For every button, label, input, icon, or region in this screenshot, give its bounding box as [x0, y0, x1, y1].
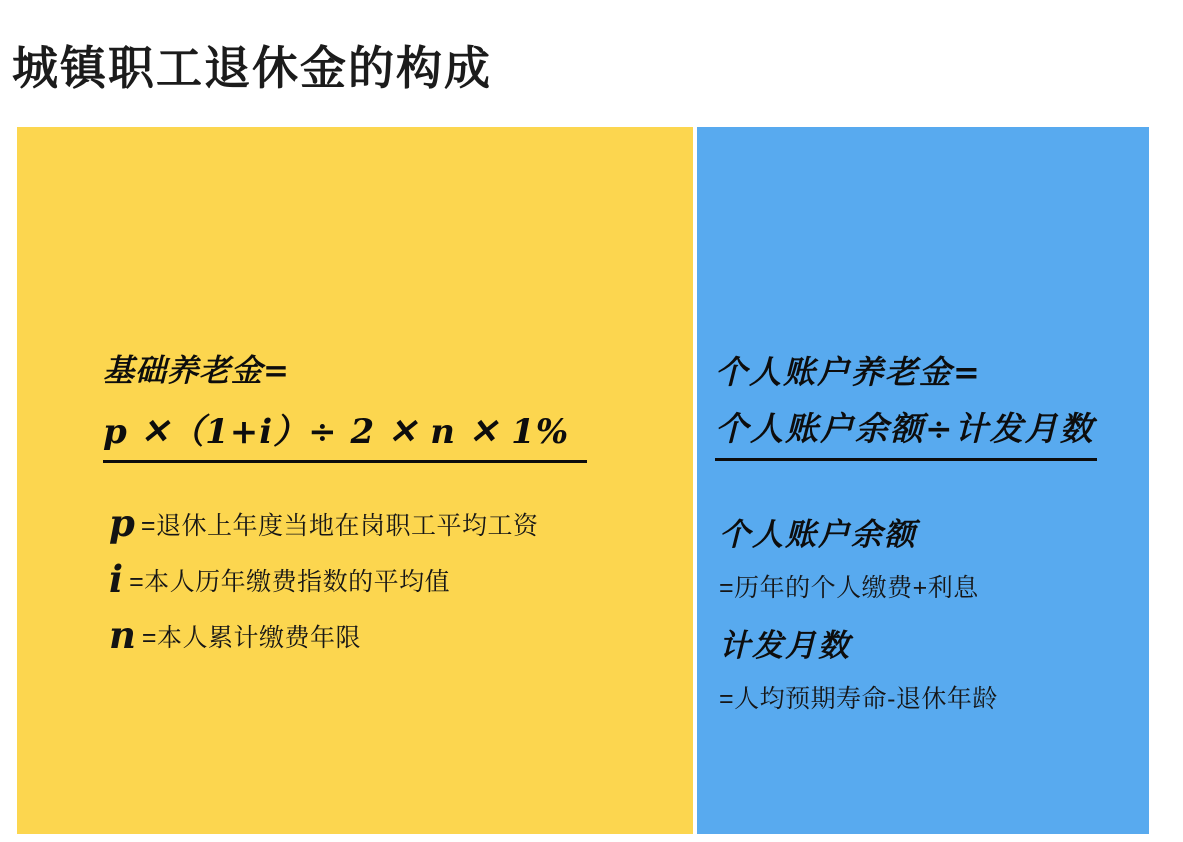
basic-pension-formula-block: [103, 345, 587, 463]
basic-pension-formula-title: 基础养老金=: [103, 353, 290, 389]
definition-term-account-balance: 个人账户余额: [719, 517, 917, 553]
personal-account-definitions: [719, 509, 998, 731]
definition-symbol-i: i: [109, 557, 124, 601]
definition-text-payout-months: =人均预期寿命-退休年龄: [719, 685, 998, 713]
basic-pension-panel: [17, 127, 693, 834]
personal-account-formula-title: 个人账户养老金=: [715, 353, 982, 391]
personal-account-formula-block: [715, 347, 1097, 461]
definition-text-i: =本人历年缴费指数的平均值: [129, 567, 451, 596]
definition-symbol-n: n: [109, 613, 136, 657]
page-title: 城镇职工退休金的构成: [12, 42, 492, 94]
basic-pension-definitions: [109, 501, 539, 673]
definition-row-n: [109, 613, 538, 657]
definition-term-payout-months: 计发月数: [719, 628, 851, 664]
personal-account-formula: 个人账户余额÷计发月数: [715, 403, 1097, 461]
basic-pension-formula: p ✕（1+i）÷ 2 ✕ n ✕ 1%: [103, 404, 587, 463]
definition-symbol-p: p: [109, 501, 135, 545]
definition-text-account-balance: =历年的个人缴费+利息: [719, 574, 979, 602]
personal-account-pension-panel: [697, 127, 1149, 834]
definition-text-n: =本人累计缴费年限: [141, 623, 362, 652]
definition-row-i: [109, 557, 538, 601]
definition-row-p: [109, 501, 539, 545]
definition-text-p: =退休上年度当地在岗职工平均工资: [140, 511, 539, 540]
